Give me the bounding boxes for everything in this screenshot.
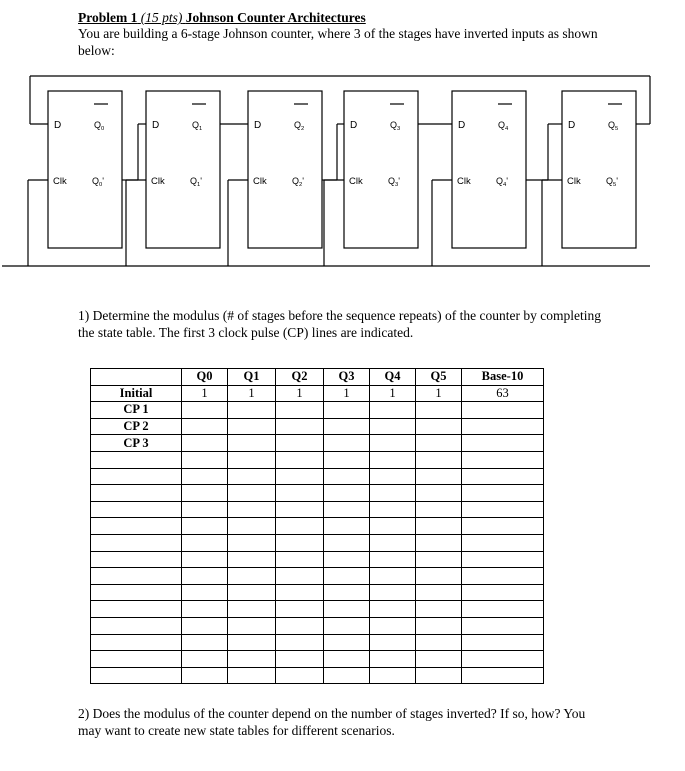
table-cell [462, 501, 544, 518]
table-cell [182, 435, 228, 452]
table-cell [324, 468, 370, 485]
table-cell [370, 501, 416, 518]
table-row [91, 617, 544, 634]
table-cell [182, 617, 228, 634]
table-cell [91, 601, 182, 618]
table-header-cell: Q3 [324, 369, 370, 386]
table-cell [91, 667, 182, 684]
table-cell [462, 485, 544, 502]
initial-value-cell: 1 [416, 385, 462, 402]
table-cell [324, 451, 370, 468]
table-cell [182, 468, 228, 485]
table-cell [324, 534, 370, 551]
table-cell [228, 634, 276, 651]
table-cell [276, 601, 324, 618]
table-cell [416, 485, 462, 502]
table-cell [228, 568, 276, 585]
table-cell [324, 651, 370, 668]
table-cell [324, 634, 370, 651]
table-row [91, 667, 544, 684]
ff-q-label-5: $Q_5$ [608, 120, 619, 132]
table-header-cell [91, 369, 182, 386]
initial-value-cell: 63 [462, 385, 544, 402]
table-row [91, 418, 544, 435]
table-cell [91, 534, 182, 551]
table-cell [228, 468, 276, 485]
table-cell [324, 617, 370, 634]
table-row [91, 385, 544, 402]
table-cell [416, 634, 462, 651]
ff-qbar-label-2: $Q_2'$ [292, 176, 304, 188]
table-cell [91, 634, 182, 651]
initial-value-cell: 1 [370, 385, 416, 402]
johnson-counter-circuit [0, 66, 685, 271]
table-cell [276, 634, 324, 651]
table-cell [324, 601, 370, 618]
table-cell [228, 435, 276, 452]
table-cell [370, 584, 416, 601]
table-cell [416, 651, 462, 668]
flip-flop-5 [562, 91, 636, 248]
table-cell [462, 634, 544, 651]
table-cell [276, 468, 324, 485]
ff-qbar-label-1: $Q_1'$ [190, 176, 202, 188]
problem-title [78, 10, 366, 26]
table-cell [91, 468, 182, 485]
table-cell [276, 451, 324, 468]
table-row [91, 601, 544, 618]
ff-qbar-label-5: $Q_5'$ [606, 176, 618, 188]
table-row [91, 468, 544, 485]
table-cell [324, 435, 370, 452]
table-cell [416, 501, 462, 518]
table-cell [276, 568, 324, 585]
flip-flop-0 [48, 91, 122, 248]
table-cell [324, 584, 370, 601]
table-cell [276, 617, 324, 634]
table-row [91, 634, 544, 651]
table-header-cell: Q4 [370, 369, 416, 386]
table-header-cell: Q5 [416, 369, 462, 386]
table-cell [416, 468, 462, 485]
table-cell [370, 601, 416, 618]
ff-clk-label-4: Clk [457, 176, 471, 187]
table-row [91, 584, 544, 601]
table-cell [462, 568, 544, 585]
table-cell [91, 551, 182, 568]
ff-qbar-label-3: $Q_3'$ [388, 176, 400, 188]
table-cell [370, 468, 416, 485]
table-cell [182, 584, 228, 601]
table-header-cell: Base-10 [462, 369, 544, 386]
table-cell [182, 501, 228, 518]
state-table [90, 368, 544, 684]
table-cell [228, 601, 276, 618]
table-cell [370, 534, 416, 551]
ff-q-label-0: $Q_0$ [94, 120, 105, 132]
table-cell [370, 617, 416, 634]
table-cell [182, 418, 228, 435]
table-cell [370, 568, 416, 585]
table-cell [91, 617, 182, 634]
table-cell [370, 435, 416, 452]
table-cell [416, 534, 462, 551]
table-cell [370, 518, 416, 535]
table-cell [370, 634, 416, 651]
table-cell [324, 418, 370, 435]
table-cell [228, 651, 276, 668]
ff-q-label-2: $Q_2$ [294, 120, 305, 132]
table-cell [276, 501, 324, 518]
question-1-line-1: 1) Determine the modulus (# of stages before the sequence repeats) of the counter by completing [78, 308, 601, 323]
row-label-cell: CP 3 [91, 435, 182, 452]
table-cell [324, 501, 370, 518]
flip-flop-2 [248, 91, 322, 248]
table-cell [182, 568, 228, 585]
ff-q-label-1: $Q_1$ [192, 120, 203, 132]
table-cell [462, 451, 544, 468]
table-cell [416, 568, 462, 585]
table-cell [182, 667, 228, 684]
table-row [91, 518, 544, 535]
table-cell [276, 584, 324, 601]
table-row [91, 485, 544, 502]
table-cell [416, 402, 462, 419]
table-cell [462, 418, 544, 435]
table-cell [276, 667, 324, 684]
initial-value-cell: 1 [228, 385, 276, 402]
ff-qbar-label-0: $Q_0'$ [92, 176, 104, 188]
table-cell [462, 435, 544, 452]
table-row [91, 451, 544, 468]
ff-d-label-2: D [254, 120, 262, 131]
table-cell [182, 518, 228, 535]
question-2-line-2: may want to create new state tables for different scenarios. [78, 723, 395, 738]
ff-d-label-1: D [152, 120, 160, 131]
ff-d-label-5: D [568, 120, 576, 131]
table-cell [182, 601, 228, 618]
table-cell [276, 402, 324, 419]
table-cell [228, 617, 276, 634]
table-row [91, 501, 544, 518]
table-cell [324, 568, 370, 585]
table-cell [276, 518, 324, 535]
table-cell [182, 402, 228, 419]
ff-clk-label-3: Clk [349, 176, 363, 187]
table-cell [462, 617, 544, 634]
initial-value-cell: 1 [182, 385, 228, 402]
problem-points: (15 pts) [140, 10, 183, 25]
table-cell [228, 534, 276, 551]
table-row [91, 651, 544, 668]
table-header-cell: Q2 [276, 369, 324, 386]
table-cell [91, 501, 182, 518]
table-cell [416, 418, 462, 435]
table-cell [370, 402, 416, 419]
question-2-line-1: 2) Does the modulus of the counter depend on the number of stages inverted? If so, how? You [78, 706, 586, 721]
table-cell [182, 485, 228, 502]
table-cell [416, 551, 462, 568]
table-cell [416, 584, 462, 601]
ff-clk-label-5: Clk [567, 176, 581, 187]
table-cell [228, 418, 276, 435]
table-cell [182, 651, 228, 668]
table-cell [324, 518, 370, 535]
table-row [91, 435, 544, 452]
table-cell [370, 551, 416, 568]
table-cell [182, 534, 228, 551]
table-cell [228, 485, 276, 502]
ff-qbar-label-4: $Q_4'$ [496, 176, 508, 188]
table-header-row [91, 369, 544, 386]
problem-label: Problem 1 [78, 10, 138, 25]
table-cell [416, 601, 462, 618]
table-cell [370, 667, 416, 684]
table-cell [370, 485, 416, 502]
flip-flop-1 [146, 91, 220, 248]
table-cell [228, 551, 276, 568]
ff-clk-label-1: Clk [151, 176, 165, 187]
ff-d-label-4: D [458, 120, 466, 131]
table-row [91, 568, 544, 585]
table-cell [276, 418, 324, 435]
table-cell [324, 667, 370, 684]
table-row [91, 402, 544, 419]
ff-clk-label-0: Clk [53, 176, 67, 187]
table-cell [462, 518, 544, 535]
ff-d-label-0: D [54, 120, 62, 131]
table-cell [276, 485, 324, 502]
table-cell [462, 651, 544, 668]
table-cell [462, 601, 544, 618]
table-header-cell: Q1 [228, 369, 276, 386]
table-cell [91, 518, 182, 535]
flip-flop-4 [452, 91, 526, 248]
table-cell [370, 651, 416, 668]
table-cell [276, 534, 324, 551]
table-cell [324, 402, 370, 419]
intro-text-line-1: You are building a 6-stage Johnson counter, where 3 of the stages have inverted inputs as shown [78, 26, 598, 41]
table-cell [370, 418, 416, 435]
table-cell [462, 667, 544, 684]
table-cell [416, 435, 462, 452]
ff-q-label-3: $Q_3$ [390, 120, 401, 132]
ff-q-label-4: $Q_4$ [498, 120, 509, 132]
row-label-cell: CP 1 [91, 402, 182, 419]
table-cell [276, 435, 324, 452]
table-cell [462, 551, 544, 568]
table-cell [324, 551, 370, 568]
table-cell [91, 651, 182, 668]
initial-value-cell: 1 [324, 385, 370, 402]
table-cell [91, 451, 182, 468]
problem-heading: Johnson Counter Architectures [185, 10, 366, 25]
ff-d-label-3: D [350, 120, 358, 131]
table-cell [91, 568, 182, 585]
table-cell [462, 534, 544, 551]
table-cell [182, 451, 228, 468]
table-row [91, 534, 544, 551]
table-cell [228, 451, 276, 468]
table-header-cell: Q0 [182, 369, 228, 386]
table-cell [228, 667, 276, 684]
table-cell [416, 617, 462, 634]
table-cell [91, 485, 182, 502]
table-row [91, 551, 544, 568]
question-1-line-2: the state table. The first 3 clock pulse (CP) lines are indicated. [78, 325, 414, 340]
table-cell [416, 667, 462, 684]
table-cell [370, 451, 416, 468]
table-cell [276, 651, 324, 668]
table-cell [182, 551, 228, 568]
table-cell [462, 468, 544, 485]
intro-text-line-2: below: [78, 43, 115, 58]
table-cell [416, 451, 462, 468]
row-label-cell: CP 2 [91, 418, 182, 435]
table-cell [228, 402, 276, 419]
table-cell [276, 551, 324, 568]
row-label-cell: Initial [91, 385, 182, 402]
table-cell [324, 485, 370, 502]
table-cell [228, 501, 276, 518]
table-cell [462, 402, 544, 419]
ff-clk-label-2: Clk [253, 176, 267, 187]
initial-value-cell: 1 [276, 385, 324, 402]
table-cell [228, 584, 276, 601]
table-cell [416, 518, 462, 535]
table-cell [182, 634, 228, 651]
table-cell [462, 584, 544, 601]
table-cell [91, 584, 182, 601]
flip-flop-3 [344, 91, 418, 248]
table-cell [228, 518, 276, 535]
